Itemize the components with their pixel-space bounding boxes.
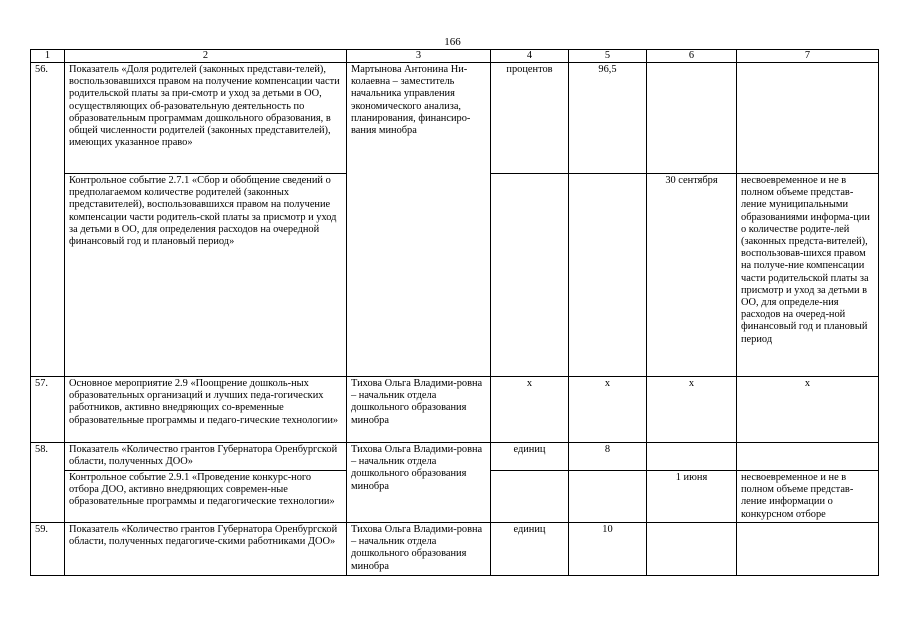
indicator-cell: Основное мероприятие 2.9 «Поощрение дошколь-ных образовательных организаций и лучших педа-гогических работников, активно внедряющих со-временные образовательные программы и педаго-гические технологии» (65, 377, 347, 443)
plan-table (30, 49, 879, 576)
date-cell-empty (647, 443, 737, 471)
control-event-cell: Контрольное событие 2.9.1 «Проведение конкурс-ного отбора ДОО, активно внедряющих современ-ные образовательные программы и педагогические технологии» (65, 471, 347, 523)
row-number: 57. (31, 377, 65, 443)
risk-cell-empty (737, 523, 879, 576)
table-row-59 (31, 523, 879, 576)
indicator-cell: Показатель «Доля родителей (законных представи-телей), воспользовавшихся правом на получение компенсации части родительской платы за при-смотр и уход за детьми в ОО, осуществляющих об-разовательную деятельность по образовательным программам дошкольного образования, в общей численности родителей (законных представителей), имеющих указанное право» (65, 63, 347, 174)
date-cell: х (647, 377, 737, 443)
column-header-4: 4 (491, 50, 569, 63)
column-header-6: 6 (647, 50, 737, 63)
indicator-cell: Показатель «Количество грантов Губернатора Оренбургской области, полученных ДОО» (65, 443, 347, 471)
risk-cell: х (737, 377, 879, 443)
unit-cell-empty (491, 471, 569, 523)
unit-cell-empty (491, 174, 569, 377)
unit-cell: единиц (491, 523, 569, 576)
risk-cell: несвоевременное и не в полном объеме представ-ление муниципальными образованиями информа-ции о количестве родите-лей (законных предста-вителей), воспользовав-шихся правом на получе-ние компенсации части родительской платы за присмотр и уход за детьми в ОО, для определе-ния расходов на очеред-ной финансовый год и плановый период (737, 174, 879, 377)
row-number: 59. (31, 523, 65, 576)
table-row-58a (31, 443, 879, 471)
value-cell: х (569, 377, 647, 443)
row-number: 58. (31, 443, 65, 523)
date-cell: 1 июня (647, 471, 737, 523)
page-number: 166 (444, 36, 461, 48)
column-header-5: 5 (569, 50, 647, 63)
column-header-7: 7 (737, 50, 879, 63)
responsible-cell: Тихова Ольга Владими-ровна – начальник отдела дошкольного образования минобра (347, 443, 491, 523)
responsible-cell: Тихова Ольга Владими-ровна – начальник отдела дошкольного образования минобра (347, 377, 491, 443)
value-cell: 96,5 (569, 63, 647, 174)
risk-cell: несвоевременное и не в полном объеме представ-ление информации о конкурсном отборе (737, 471, 879, 523)
unit-cell: х (491, 377, 569, 443)
value-cell-empty (569, 471, 647, 523)
indicator-cell: Показатель «Количество грантов Губернатора Оренбургской области, полученных педагогиче-скими работниками ДОО» (65, 523, 347, 576)
header-row (31, 50, 879, 63)
responsible-cell: Тихова Ольга Владими-ровна – начальник отдела дошкольного образования минобра (347, 523, 491, 576)
risk-cell-empty (737, 443, 879, 471)
responsible-cell: Мартынова Антонина Ни-колаевна – заместитель начальника управления экономического анализа, планирования, финансиро-вания минобра (347, 63, 491, 377)
date-cell-empty (647, 523, 737, 576)
risk-cell-empty (737, 63, 879, 174)
unit-cell: процентов (491, 63, 569, 174)
control-event-cell: Контрольное событие 2.7.1 «Сбор и обобщение сведений о предполагаемом количестве родителей (законных представителей), воспользовавшихся правом на получение компенсации части родитель-ской платы за присмотр и уход за детьми в ОО, для определения расходов на очередной финансовый год и плановый период» (65, 174, 347, 377)
table-row-56a (31, 63, 879, 174)
date-cell-empty (647, 63, 737, 174)
date-cell: 30 сентября (647, 174, 737, 377)
row-number: 56. (31, 63, 65, 377)
column-header-1: 1 (31, 50, 65, 63)
table-row-57 (31, 377, 879, 443)
column-header-2: 2 (65, 50, 347, 63)
value-cell-empty (569, 174, 647, 377)
value-cell: 10 (569, 523, 647, 576)
value-cell: 8 (569, 443, 647, 471)
unit-cell: единиц (491, 443, 569, 471)
column-header-3: 3 (347, 50, 491, 63)
